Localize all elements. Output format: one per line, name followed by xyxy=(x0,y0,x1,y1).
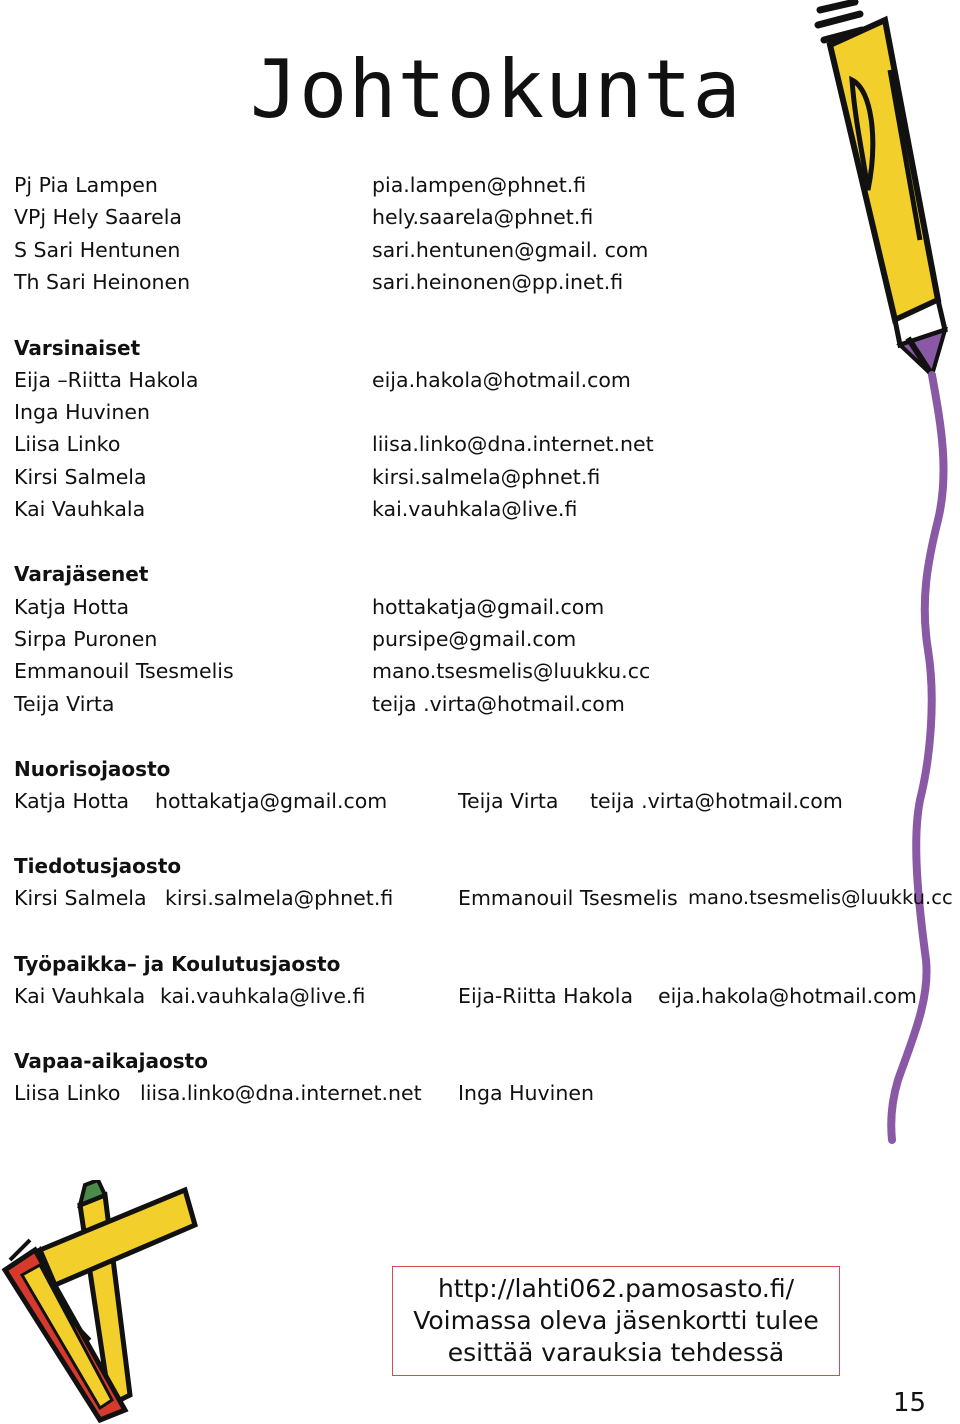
member-email: hottakatja@gmail.com xyxy=(372,595,605,619)
committee-member-name: Kai Vauhkala xyxy=(14,984,146,1008)
officer-name: S Sari Hentunen xyxy=(14,238,181,262)
committee-member-name: Katja Hotta xyxy=(14,789,130,813)
officer-name: Th Sari Heinonen xyxy=(14,270,191,294)
committee-member-email: kirsi.salmela@phnet.fi xyxy=(165,886,394,910)
committee-member-email: kai.vauhkala@live.fi xyxy=(160,984,366,1008)
officer-name: VPj Hely Saarela xyxy=(14,205,182,229)
member-email: pursipe@gmail.com xyxy=(372,627,577,651)
committee-heading: Tiedotusjaosto xyxy=(14,854,182,878)
committee-member-email: eija.hakola@hotmail.com xyxy=(658,984,917,1008)
committee-member-name: Eija-Riitta Hakola xyxy=(458,984,634,1008)
section-heading: Varsinaiset xyxy=(14,336,141,360)
committee-heading: Työpaikka– ja Koulutusjaosto xyxy=(14,952,341,976)
committee-member-email: hottakatja@gmail.com xyxy=(155,789,388,813)
member-name: Emmanouil Tsesmelis xyxy=(14,659,234,683)
officer-name: Pj Pia Lampen xyxy=(14,173,158,197)
pencil-illustration xyxy=(800,0,960,1150)
committee-heading: Nuorisojaosto xyxy=(14,757,171,781)
officer-email: pia.lampen@phnet.fi xyxy=(372,173,587,197)
member-name: Kai Vauhkala xyxy=(14,497,146,521)
page-title: Johtokunta xyxy=(250,43,742,136)
committee-member-name: Kirsi Salmela xyxy=(14,886,147,910)
member-email: kirsi.salmela@phnet.fi xyxy=(372,465,601,489)
member-name: Sirpa Puronen xyxy=(14,627,158,651)
member-name: Eija –Riitta Hakola xyxy=(14,368,199,392)
crossed-pencils-illustration xyxy=(0,1180,210,1424)
member-email: teija .virta@hotmail.com xyxy=(372,692,625,716)
member-name: Inga Huvinen xyxy=(14,400,150,424)
member-name: Liisa Linko xyxy=(14,432,121,456)
committee-member-name: Inga Huvinen xyxy=(458,1081,594,1105)
website-link[interactable]: http://lahti062.pamosasto.fi/ xyxy=(437,1274,795,1303)
member-name: Teija Virta xyxy=(14,692,115,716)
member-name: Katja Hotta xyxy=(14,595,130,619)
officer-email: hely.saarela@phnet.fi xyxy=(372,205,594,229)
info-text-line: esittää varauksia tehdessä xyxy=(447,1338,785,1367)
member-email: kai.vauhkala@live.fi xyxy=(372,497,578,521)
member-email: liisa.linko@dna.internet.net xyxy=(372,432,654,456)
member-email: mano.tsesmelis@luukku.cc xyxy=(372,659,651,683)
committee-member-name: Teija Virta xyxy=(458,789,559,813)
committee-member-email: teija .virta@hotmail.com xyxy=(590,789,843,813)
info-text-line: Voimassa oleva jäsenkortti tulee xyxy=(413,1306,819,1335)
committee-member-email: liisa.linko@dna.internet.net xyxy=(140,1081,422,1105)
info-box xyxy=(392,1266,840,1376)
committee-member-name: Liisa Linko xyxy=(14,1081,121,1105)
member-email: eija.hakola@hotmail.com xyxy=(372,368,631,392)
committee-member-name: Emmanouil Tsesmelis xyxy=(458,886,678,910)
section-heading: Varajäsenet xyxy=(14,562,149,586)
committee-heading: Vapaa-aikajaosto xyxy=(14,1049,208,1073)
committee-member-email: mano.tsesmelis@luukku.cc xyxy=(688,886,953,909)
member-name: Kirsi Salmela xyxy=(14,465,147,489)
officer-email: sari.heinonen@pp.inet.fi xyxy=(372,270,624,294)
page-number: 15 xyxy=(893,1388,927,1418)
officer-email: sari.hentunen@gmail. com xyxy=(372,238,649,262)
